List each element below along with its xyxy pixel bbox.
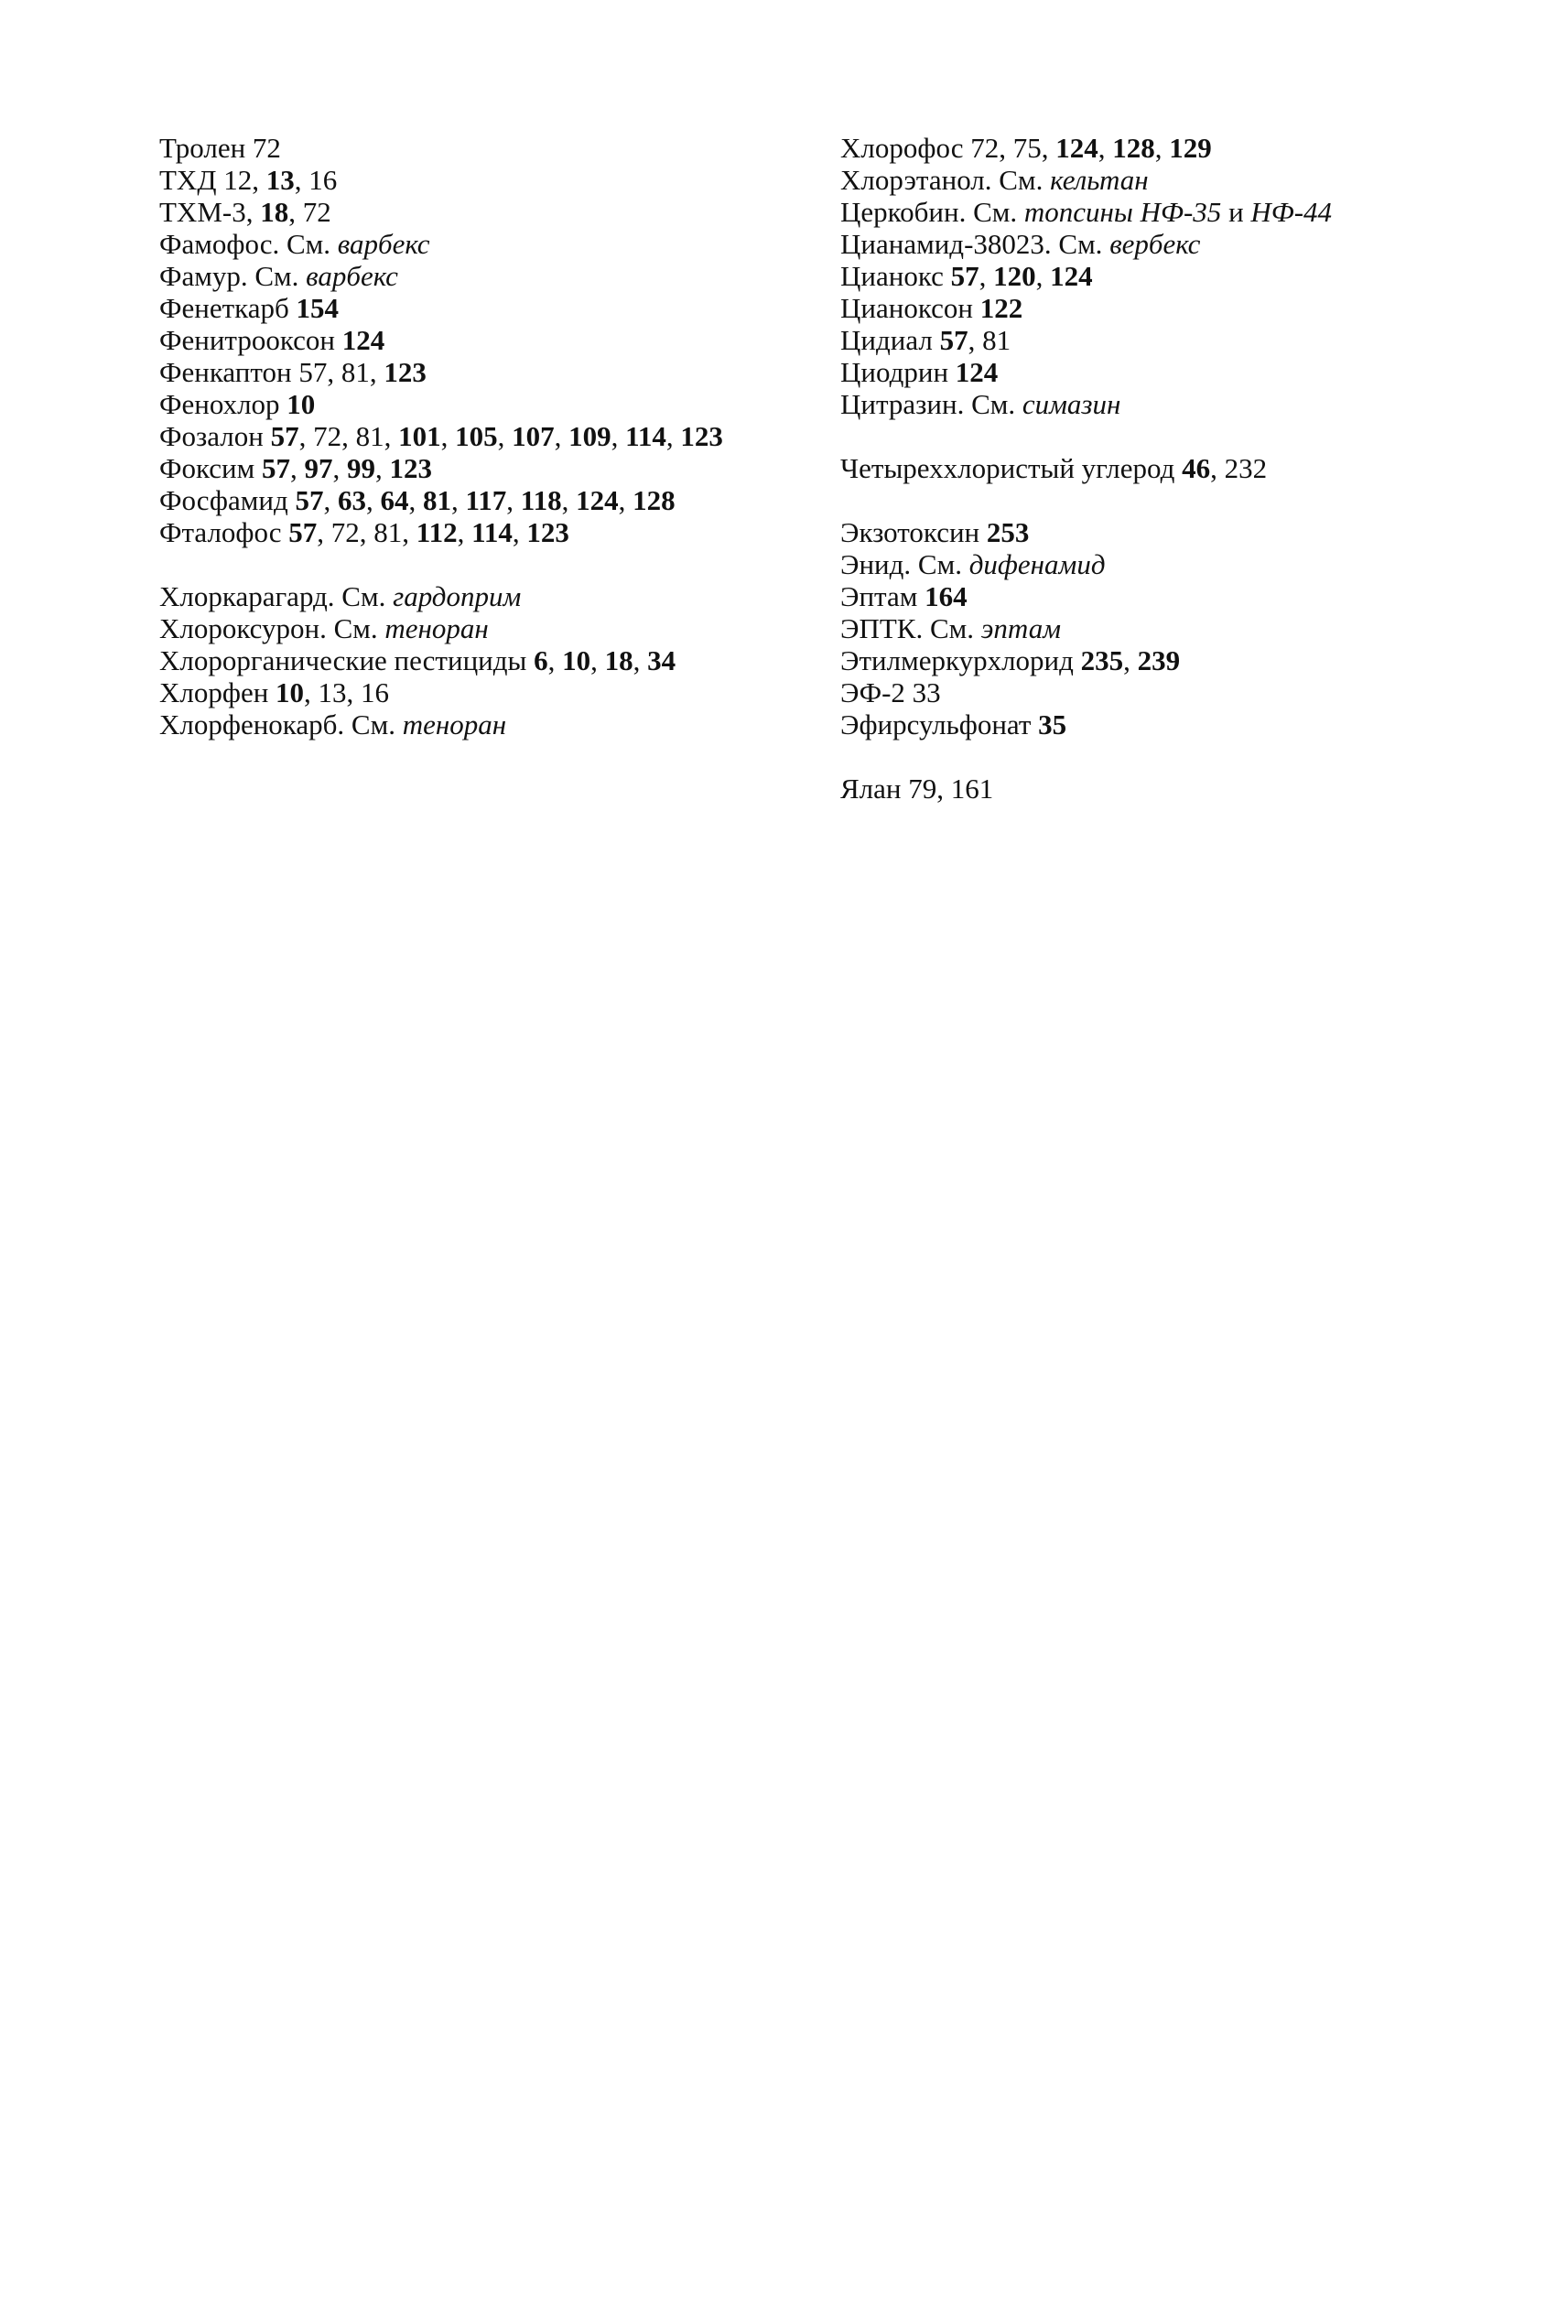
entry-text: Хлорфен — [159, 676, 276, 708]
entry-text: Цианоксон — [840, 292, 980, 324]
index-entry — [159, 708, 754, 740]
page-ref-main: 123 — [389, 452, 432, 484]
entry-text: Четыреххлористый углерод — [840, 452, 1183, 484]
page-ref-main: 57 — [270, 420, 299, 452]
page-ref-main: 122 — [979, 292, 1023, 324]
entry-text: , 232 — [1210, 452, 1268, 484]
page-ref-main: 114 — [471, 516, 513, 548]
page-ref-main: 10 — [276, 676, 305, 708]
cross-reference: топсины НФ-35 — [1023, 196, 1222, 228]
index-entry — [159, 452, 754, 484]
page-ref-main: 112 — [416, 516, 458, 548]
page-ref-main: 101 — [398, 420, 441, 452]
page-ref-main: 164 — [925, 580, 968, 612]
entry-text: , 72 — [288, 196, 331, 228]
entry-text: , — [497, 420, 513, 452]
index-group — [840, 516, 1431, 740]
entry-text: , — [332, 452, 347, 484]
index-entry — [840, 612, 1431, 644]
index-entry — [840, 676, 1431, 708]
page-ref-main: 34 — [647, 644, 676, 676]
entry-text: , — [1035, 260, 1051, 292]
page-ref-main: 35 — [1038, 708, 1067, 740]
index-group — [840, 773, 1431, 805]
entry-text: , 16 — [294, 164, 338, 196]
cross-reference: теноран — [384, 612, 489, 644]
entry-text: , — [375, 452, 390, 484]
index-entry — [840, 388, 1431, 420]
entry-text: Фенкаптон 57, 81, — [159, 356, 384, 388]
entry-text: и — [1221, 196, 1251, 228]
entry-text: , — [979, 260, 994, 292]
cross-reference: тенорaн — [402, 708, 507, 740]
page-ref-main: 105 — [455, 420, 498, 452]
page-ref-main: 57 — [950, 260, 979, 292]
page-ref-main: 13 — [265, 164, 295, 196]
entry-text: Эфирсульфонат — [840, 708, 1039, 740]
entry-text: Фосфамид — [159, 484, 296, 516]
entry-text: Фенеткарб — [159, 292, 297, 324]
entry-text: Хлороксурон. См. — [159, 612, 385, 644]
entry-text: , — [506, 484, 521, 516]
entry-text: Фенитрооксон — [159, 324, 342, 356]
entry-text: Цидиал — [840, 324, 940, 356]
index-entry — [159, 324, 754, 356]
page-ref-main: 253 — [986, 516, 1030, 548]
entry-text: Энид. См. — [840, 548, 969, 580]
page-ref-main: 235 — [1080, 644, 1124, 676]
index-entry — [159, 580, 754, 612]
index-entry — [840, 356, 1431, 388]
entry-text: , — [440, 420, 456, 452]
index-group — [840, 452, 1431, 484]
entry-text: , — [554, 420, 569, 452]
page-ref-main: 123 — [680, 420, 723, 452]
entry-text: Тролен 72 — [159, 132, 281, 164]
index-entry — [840, 228, 1431, 260]
cross-reference: гардоприм — [393, 580, 522, 612]
index-entry — [840, 580, 1431, 612]
page-ref-main: 124 — [576, 484, 619, 516]
entry-text: , 72, 81, — [317, 516, 416, 548]
entry-text: Фенохлор — [159, 388, 287, 420]
entry-text: , — [450, 484, 466, 516]
entry-text: , — [618, 484, 633, 516]
entry-text: Фамур. См. — [159, 260, 307, 292]
index-entry — [159, 292, 754, 324]
entry-text: , — [408, 484, 423, 516]
entry-text: Этилмеркурхлорид — [840, 644, 1081, 676]
index-entry — [159, 644, 754, 676]
index-entry — [159, 260, 754, 292]
entry-text: , — [1154, 132, 1170, 164]
page-ref-main: 123 — [384, 356, 427, 388]
entry-text: , — [611, 420, 626, 452]
entry-text: , — [633, 644, 648, 676]
page-ref-main: 154 — [296, 292, 340, 324]
index-entry — [159, 228, 754, 260]
index-entry — [159, 676, 754, 708]
entry-text: Цианокс — [840, 260, 951, 292]
page-ref-main: 81 — [422, 484, 451, 516]
index-entry — [840, 452, 1431, 484]
page-ref-main: 64 — [380, 484, 409, 516]
entry-text: Хлоркарагард. См. — [159, 580, 394, 612]
index-entry — [840, 132, 1431, 164]
cross-reference: дифенамид — [968, 548, 1106, 580]
cross-reference: кельтан — [1050, 164, 1149, 196]
page-ref-main: 129 — [1169, 132, 1212, 164]
page-ref-main: 128 — [1112, 132, 1155, 164]
page-ref-main: 117 — [465, 484, 507, 516]
page-ref-main: 57 — [939, 324, 968, 356]
cross-reference: симазин — [1022, 388, 1121, 420]
index-entry — [159, 356, 754, 388]
cross-reference: вербекс — [1109, 228, 1201, 260]
entry-text: , — [512, 516, 527, 548]
page-ref-main: 10 — [562, 644, 591, 676]
index-entry — [840, 516, 1431, 548]
entry-text: , — [290, 452, 305, 484]
entry-text: Фозалон — [159, 420, 271, 452]
entry-text: ТХД 12, — [159, 164, 266, 196]
entry-text: Хлорорганические пестициды — [159, 644, 535, 676]
index-group — [840, 132, 1431, 420]
index-entry — [159, 132, 754, 164]
page-ref-main: 18 — [604, 644, 633, 676]
page-ref-main: 46 — [1182, 452, 1211, 484]
index-entry — [840, 548, 1431, 580]
page-ref-main: 97 — [304, 452, 333, 484]
entry-text: Цианамид-38023. См. — [840, 228, 1110, 260]
index-entry — [159, 196, 754, 228]
entry-text: , 13, 16 — [304, 676, 390, 708]
page-ref-main: 57 — [262, 452, 290, 484]
entry-text: Эптам — [840, 580, 925, 612]
index-entry — [840, 773, 1431, 805]
page-ref-main: 18 — [260, 196, 289, 228]
cross-reference: варбекс — [306, 260, 398, 292]
index-entry — [159, 164, 754, 196]
index-entry — [840, 708, 1431, 740]
index-entry — [159, 388, 754, 420]
index-entry — [840, 164, 1431, 196]
entry-text: ЭПТК. См. — [840, 612, 981, 644]
entry-text: Хлорофос 72, 75, — [840, 132, 1056, 164]
entry-text: , — [590, 644, 605, 676]
index-entry — [159, 612, 754, 644]
index-entry — [159, 484, 754, 516]
entry-text: , — [1098, 132, 1113, 164]
index-group — [159, 580, 754, 740]
index-entry — [840, 644, 1431, 676]
entry-text: Фоксим — [159, 452, 262, 484]
entry-text: , 81 — [968, 324, 1011, 356]
index-group — [159, 132, 754, 548]
entry-text: , — [323, 484, 338, 516]
page-ref-main: 118 — [520, 484, 562, 516]
page-ref-main: 124 — [1055, 132, 1098, 164]
cross-reference: варбекс — [337, 228, 430, 260]
page-ref-main: 120 — [993, 260, 1036, 292]
index-entry — [159, 420, 754, 452]
entry-text: Циодрин — [840, 356, 956, 388]
entry-text: Цитразин. См. — [840, 388, 1022, 420]
index-entry — [840, 196, 1431, 228]
page-ref-main: 128 — [633, 484, 676, 516]
index-entry — [840, 324, 1431, 356]
page-ref-main: 109 — [568, 420, 611, 452]
page-ref-main: 63 — [337, 484, 366, 516]
entry-text: , — [547, 644, 563, 676]
page-ref-main: 239 — [1137, 644, 1181, 676]
entry-text: Фталофос — [159, 516, 289, 548]
entry-text: , — [665, 420, 681, 452]
left-column — [159, 132, 754, 740]
entry-text: , — [1123, 644, 1138, 676]
right-column — [840, 132, 1431, 805]
entry-text: , — [561, 484, 577, 516]
entry-text: , — [365, 484, 381, 516]
page-ref-main: 114 — [625, 420, 666, 452]
page-ref-main: 123 — [526, 516, 569, 548]
page-ref-main: 124 — [955, 356, 999, 388]
entry-text: Фамофос. См. — [159, 228, 338, 260]
entry-text: Экзотоксин — [840, 516, 987, 548]
page-ref-main: 57 — [295, 484, 324, 516]
page-ref-main: 57 — [288, 516, 318, 548]
cross-reference: эптам — [980, 612, 1061, 644]
page-ref-main: 99 — [347, 452, 375, 484]
entry-text: Церкобин. См. — [840, 196, 1024, 228]
page-ref-main: 124 — [1050, 260, 1093, 292]
page-ref-main: 124 — [341, 324, 385, 356]
entry-text: , — [457, 516, 472, 548]
index-entry — [840, 260, 1431, 292]
entry-text: Хлорфенокарб. См. — [159, 708, 403, 740]
index-entry — [159, 516, 754, 548]
entry-text: ТХМ-3, — [159, 196, 261, 228]
entry-text: Хлорэтанол. См. — [840, 164, 1051, 196]
page-ref-main: 6 — [534, 644, 548, 676]
index-entry — [840, 292, 1431, 324]
page-ref-main: 10 — [287, 388, 316, 420]
entry-text: Ялан 79, 161 — [840, 773, 994, 805]
entry-text: ЭФ-2 33 — [840, 676, 941, 708]
cross-reference: НФ-44 — [1250, 196, 1333, 228]
page-ref-main: 107 — [512, 420, 555, 452]
entry-text: , 72, 81, — [298, 420, 399, 452]
